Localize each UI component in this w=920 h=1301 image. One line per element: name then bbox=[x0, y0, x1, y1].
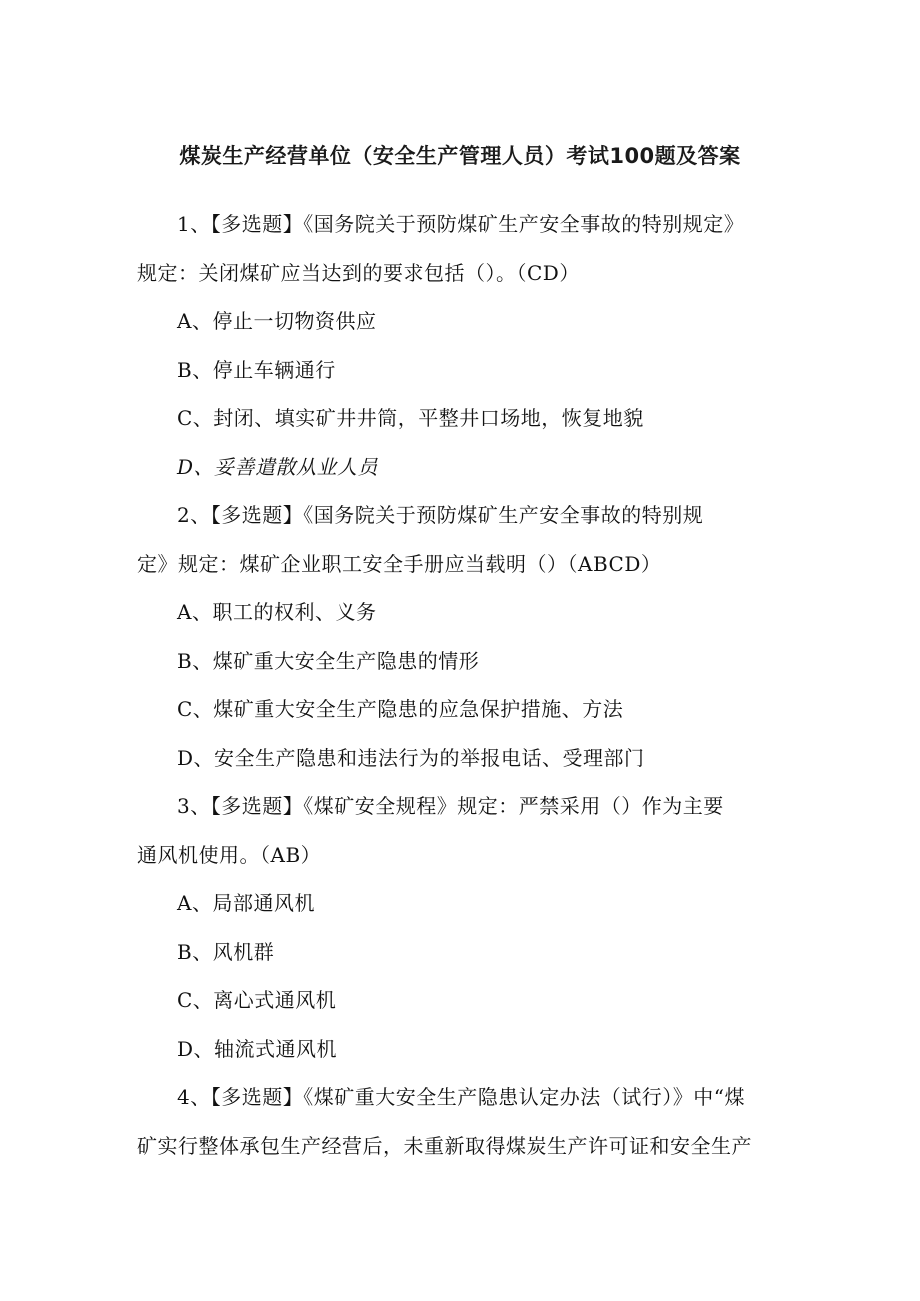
question-4-stem-continued: 矿实行整体承包生产经营后，未重新取得煤炭生产许可证和安全生产 bbox=[137, 1133, 752, 1158]
question-2-stem-continued: 定》规定：煤矿企业职工安全手册应当载明（）（ABCD） bbox=[137, 551, 662, 576]
question-1-stem-continued: 规定：关闭煤矿应当达到的要求包括（）。（CD） bbox=[137, 260, 580, 285]
question-3-stem-continued: 通风机使用。（AB） bbox=[137, 842, 322, 867]
question-1-option-a: A、停止一切物资供应 bbox=[177, 309, 377, 333]
document-body bbox=[137, 200, 797, 1170]
question-2-option-c: C、煤矿重大安全生产隐患的应急保护措施、方法 bbox=[177, 697, 624, 721]
question-2-option-d: D、安全生产隐患和违法行为的举报电话、受理部门 bbox=[177, 745, 645, 770]
question-1-option-b: B、停止车辆通行 bbox=[177, 357, 336, 382]
question-3-option-b: B、风机群 bbox=[177, 939, 275, 964]
question-3-stem: 3、【多选题】《煤矿安全规程》规定：严禁采用（）作为主要 bbox=[177, 794, 724, 818]
question-2-option-b: B、煤矿重大安全生产隐患的情形 bbox=[177, 648, 480, 673]
document-title: 煤炭生产经营单位（安全生产管理人员）考试100题及答案 bbox=[179, 144, 741, 168]
question-1-option-c: C、封闭、填实矿井井筒，平整井口场地，恢复地貌 bbox=[177, 406, 644, 430]
question-2-option-a: A、职工的权利、义务 bbox=[177, 600, 377, 624]
question-3-option-a: A、局部通风机 bbox=[177, 891, 315, 915]
question-3-option-c: C、离心式通风机 bbox=[177, 988, 337, 1012]
question-1-stem: 1、【多选题】《国务院关于预防煤矿生产安全事故的特别规定》 bbox=[177, 212, 745, 236]
question-1-option-d: D、妥善遣散从业人员 bbox=[177, 454, 379, 479]
question-2-stem: 2、【多选题】《国务院关于预防煤矿生产安全事故的特别规 bbox=[177, 503, 704, 527]
question-4-stem: 4、【多选题】《煤矿重大安全生产隐患认定办法（试行）》中“煤 bbox=[177, 1085, 745, 1109]
question-3-option-d: D、轴流式通风机 bbox=[177, 1036, 338, 1061]
